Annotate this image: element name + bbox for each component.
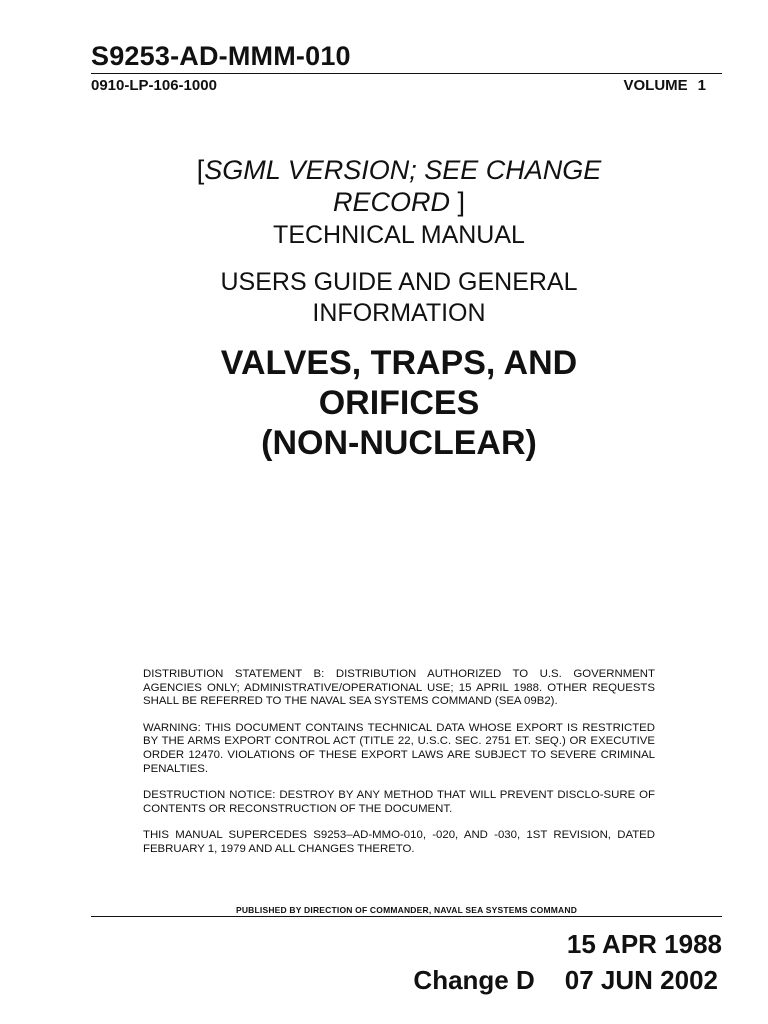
volume-indicator [623,77,706,95]
guide-line-1: USERS GUIDE AND GENERAL [220,268,578,296]
destruction-notice: DESTRUCTION NOTICE: DESTROY BY ANY METHOD THAT WILL PREVENT DISCLO-SURE OF CONTENTS OR RECONSTRUCTION OF THE DOCUMENT. [143,789,655,815]
export-warning: WARNING: THIS DOCUMENT CONTAINS TECHNICAL DATA WHOSE EXPORT IS RESTRICTED BY THE ARMS EXPORT CONTROL ACT (TITLE 22, U.S.C. SEC. 2751 ET. SEQ.) OR EXECUTIVE ORDER 12470. VIOLATIONS OF THESE EXPORT LAWS ARE SUBJECT TO SEVERE CRIMINAL PENALTIES. [143,721,655,775]
stock-number: 0910-LP-106-1000 [91,77,217,94]
published-by: PUBLISHED BY DIRECTION OF COMMANDER, NAVAL SEA SYSTEMS COMMAND [235,905,578,915]
sgml-open-bracket: [ [196,155,205,185]
change-label: Change D [413,965,535,995]
issue-date: 15 APR 1988 [566,929,722,959]
guide-line-2: INFORMATION [312,299,486,327]
supersedes-notice: THIS MANUAL SUPERCEDES S9253–AD-MMO-010, -020, AND -030, 1ST REVISION, DATED FEBRUARY 1, 1979 AND ALL CHANGES THERETO. [143,829,655,855]
main-title-line-3: (NON-NUCLEAR) [261,424,537,462]
distribution-statement: DISTRIBUTION STATEMENT B: DISTRIBUTION AUTHORIZED TO U.S. GOVERNMENT AGENCIES ONLY; ADMINISTRATIVE/OPERATIONAL USE; 15 APRIL 1988. OTHER REQUESTS SHALL BE REFERRED TO THE NAVAL SEA SYSTEMS COMMAND (SEA 09B2). [143,668,655,708]
change-date: 07 JUN 2002 [564,965,718,995]
header-rule [91,73,722,74]
guide-subtitle [0,267,768,329]
main-title [0,343,768,463]
volume-label: VOLUME [623,77,688,94]
manual-type: TECHNICAL MANUAL [273,221,525,249]
sgml-text-line-2: RECORD [332,187,450,217]
sgml-text-line-1: SGML VERSION; SEE CHANGE [204,155,602,185]
footer-rule [91,916,722,917]
notices-block [143,668,655,870]
main-title-line-1: VALVES, TRAPS, AND [220,344,578,382]
change-line [413,964,718,996]
document-number: S9253-AD-MMM-010 [91,41,351,71]
sgml-line-2 [0,186,768,218]
sgml-close-bracket: ] [457,187,466,217]
main-title-line-2: ORIFICES [318,384,480,422]
volume-number: 1 [697,77,706,94]
sgml-version-note [0,154,768,218]
sgml-line-1 [0,154,768,186]
